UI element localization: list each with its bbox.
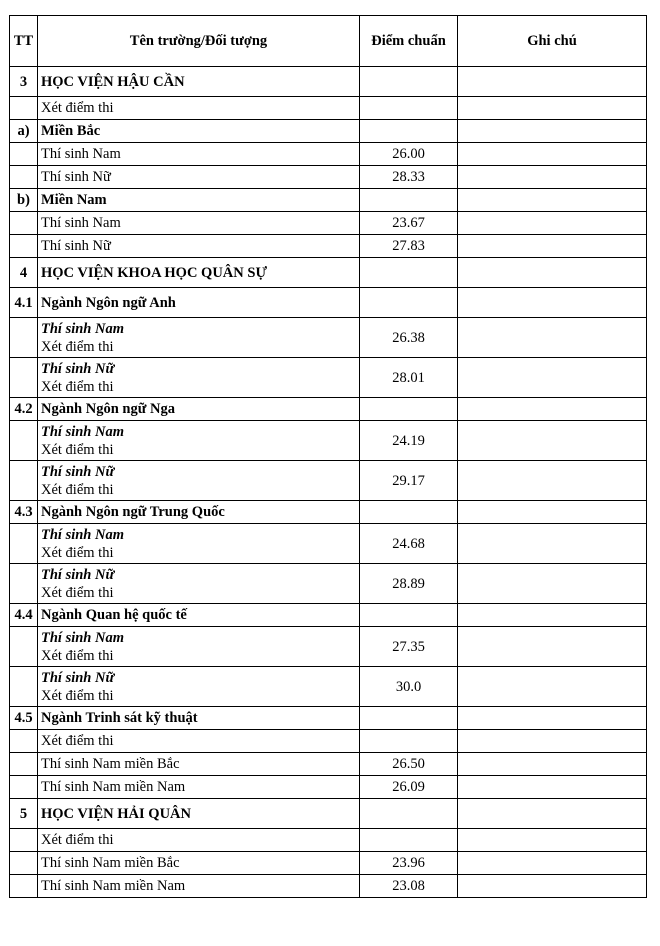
row-tt — [10, 730, 38, 753]
subsection-row — [10, 189, 647, 212]
row-tt — [10, 318, 38, 358]
row-tt — [10, 875, 38, 898]
row-method: Xét điểm thi — [41, 544, 114, 561]
row-score — [360, 189, 458, 212]
row-name — [38, 627, 360, 667]
row-tt — [10, 627, 38, 667]
row-note — [458, 829, 647, 852]
row-note — [458, 288, 647, 318]
subsection-row — [10, 120, 647, 143]
row-score — [360, 799, 458, 829]
table-row — [10, 358, 647, 398]
row-note — [458, 120, 647, 143]
row-tt — [10, 143, 38, 166]
row-note — [458, 235, 647, 258]
row-score: 30.0 — [360, 667, 458, 707]
row-candidate: Thí sinh Nam — [41, 423, 124, 440]
row-name: Thí sinh Nam miền Nam — [38, 776, 360, 799]
row-note — [458, 753, 647, 776]
row-name: Thí sinh Nữ — [38, 235, 360, 258]
table-row — [10, 730, 647, 753]
row-candidate: Thí sinh Nữ — [41, 566, 115, 583]
row-note — [458, 730, 647, 753]
row-candidate: Thí sinh Nữ — [41, 360, 115, 377]
row-score — [360, 501, 458, 524]
row-score: 28.33 — [360, 166, 458, 189]
row-tt: a) — [10, 120, 38, 143]
row-score: 27.35 — [360, 627, 458, 667]
row-note — [458, 852, 647, 875]
row-name: Thí sinh Nam — [38, 143, 360, 166]
row-name — [38, 358, 360, 398]
row-note — [458, 189, 647, 212]
row-name: Miền Nam — [38, 189, 360, 212]
row-name — [38, 564, 360, 604]
row-note — [458, 318, 647, 358]
table-row — [10, 524, 647, 564]
table-row — [10, 776, 647, 799]
row-name — [38, 421, 360, 461]
row-tt — [10, 524, 38, 564]
row-note — [458, 667, 647, 707]
row-name: Thí sinh Nam miền Bắc — [38, 852, 360, 875]
row-name: Ngành Quan hệ quốc tế — [38, 604, 360, 627]
table-row — [10, 97, 647, 120]
table-row — [10, 875, 647, 898]
row-tt: b) — [10, 189, 38, 212]
row-tt — [10, 776, 38, 799]
row-note — [458, 461, 647, 501]
subsection-row — [10, 604, 647, 627]
row-score: 29.17 — [360, 461, 458, 501]
row-tt: 5 — [10, 799, 38, 829]
row-name — [38, 318, 360, 358]
row-name: HỌC VIỆN HẬU CẦN — [38, 67, 360, 97]
row-score: 24.19 — [360, 421, 458, 461]
row-name: Thí sinh Nam miền Bắc — [38, 753, 360, 776]
row-candidate: Thí sinh Nam — [41, 629, 124, 646]
row-score: 28.89 — [360, 564, 458, 604]
row-tt — [10, 166, 38, 189]
row-candidate: Thí sinh Nữ — [41, 669, 115, 686]
subsection-row — [10, 501, 647, 524]
row-note — [458, 564, 647, 604]
section-row — [10, 67, 647, 97]
row-tt — [10, 753, 38, 776]
row-note — [458, 143, 647, 166]
row-method: Xét điểm thi — [41, 378, 114, 395]
row-tt — [10, 421, 38, 461]
row-method: Xét điểm thi — [41, 441, 114, 458]
row-score: 26.38 — [360, 318, 458, 358]
table-row — [10, 143, 647, 166]
row-note — [458, 875, 647, 898]
subsection-row — [10, 398, 647, 421]
row-score — [360, 829, 458, 852]
row-name: Ngành Trinh sát kỹ thuật — [38, 707, 360, 730]
row-score — [360, 120, 458, 143]
header-score: Điểm chuẩn — [360, 16, 458, 67]
row-tt — [10, 358, 38, 398]
row-score: 26.00 — [360, 143, 458, 166]
table-row — [10, 829, 647, 852]
row-tt — [10, 564, 38, 604]
subsection-row — [10, 288, 647, 318]
row-note — [458, 501, 647, 524]
row-tt — [10, 212, 38, 235]
row-score: 24.68 — [360, 524, 458, 564]
row-note — [458, 358, 647, 398]
row-tt — [10, 97, 38, 120]
row-tt: 3 — [10, 67, 38, 97]
row-method: Xét điểm thi — [41, 338, 114, 355]
row-name: Xét điểm thi — [38, 97, 360, 120]
row-name: Thí sinh Nữ — [38, 166, 360, 189]
table-row — [10, 421, 647, 461]
table-row — [10, 627, 647, 667]
row-name: Xét điểm thi — [38, 730, 360, 753]
header-note: Ghi chú — [458, 16, 647, 67]
table-row — [10, 212, 647, 235]
row-score — [360, 258, 458, 288]
row-note — [458, 604, 647, 627]
row-note — [458, 707, 647, 730]
header-tt: TT — [10, 16, 38, 67]
row-score: 26.50 — [360, 753, 458, 776]
row-score: 27.83 — [360, 235, 458, 258]
row-score — [360, 398, 458, 421]
row-score: 26.09 — [360, 776, 458, 799]
table-row — [10, 461, 647, 501]
table-row — [10, 318, 647, 358]
row-note — [458, 212, 647, 235]
table-row — [10, 564, 647, 604]
row-note — [458, 398, 647, 421]
row-note — [458, 421, 647, 461]
row-score — [360, 707, 458, 730]
section-row — [10, 799, 647, 829]
row-name — [38, 667, 360, 707]
row-score — [360, 97, 458, 120]
row-tt: 4.1 — [10, 288, 38, 318]
table-row — [10, 852, 647, 875]
row-name: Ngành Ngôn ngữ Anh — [38, 288, 360, 318]
row-note — [458, 524, 647, 564]
row-score: 28.01 — [360, 358, 458, 398]
row-tt — [10, 461, 38, 501]
row-score: 23.96 — [360, 852, 458, 875]
row-tt — [10, 829, 38, 852]
row-candidate: Thí sinh Nam — [41, 320, 124, 337]
row-name — [38, 461, 360, 501]
row-score: 23.08 — [360, 875, 458, 898]
row-name: Thí sinh Nam miền Nam — [38, 875, 360, 898]
row-tt: 4 — [10, 258, 38, 288]
subsection-row — [10, 707, 647, 730]
row-name: Thí sinh Nam — [38, 212, 360, 235]
admission-scores-table — [9, 15, 647, 898]
row-tt: 4.5 — [10, 707, 38, 730]
row-note — [458, 97, 647, 120]
row-score — [360, 67, 458, 97]
row-method: Xét điểm thi — [41, 687, 114, 704]
row-tt: 4.2 — [10, 398, 38, 421]
row-candidate: Thí sinh Nữ — [41, 463, 115, 480]
row-note — [458, 166, 647, 189]
table-row — [10, 235, 647, 258]
row-tt — [10, 235, 38, 258]
row-name: Xét điểm thi — [38, 829, 360, 852]
row-tt — [10, 852, 38, 875]
row-note — [458, 776, 647, 799]
table-row — [10, 667, 647, 707]
section-row — [10, 258, 647, 288]
row-score — [360, 730, 458, 753]
header-row — [10, 16, 647, 67]
row-note — [458, 799, 647, 829]
row-note — [458, 627, 647, 667]
row-tt: 4.3 — [10, 501, 38, 524]
row-name: HỌC VIỆN HẢI QUÂN — [38, 799, 360, 829]
row-method: Xét điểm thi — [41, 584, 114, 601]
row-name: Miền Bắc — [38, 120, 360, 143]
row-note — [458, 67, 647, 97]
row-candidate: Thí sinh Nam — [41, 526, 124, 543]
row-name: Ngành Ngôn ngữ Nga — [38, 398, 360, 421]
row-score: 23.67 — [360, 212, 458, 235]
row-name — [38, 524, 360, 564]
table-row — [10, 166, 647, 189]
row-method: Xét điểm thi — [41, 481, 114, 498]
table-row — [10, 753, 647, 776]
row-name: Ngành Ngôn ngữ Trung Quốc — [38, 501, 360, 524]
row-score — [360, 604, 458, 627]
header-name: Tên trường/Đối tượng — [38, 16, 360, 67]
row-score — [360, 288, 458, 318]
row-name: HỌC VIỆN KHOA HỌC QUÂN SỰ — [38, 258, 360, 288]
row-note — [458, 258, 647, 288]
row-tt — [10, 667, 38, 707]
row-method: Xét điểm thi — [41, 647, 114, 664]
row-tt: 4.4 — [10, 604, 38, 627]
